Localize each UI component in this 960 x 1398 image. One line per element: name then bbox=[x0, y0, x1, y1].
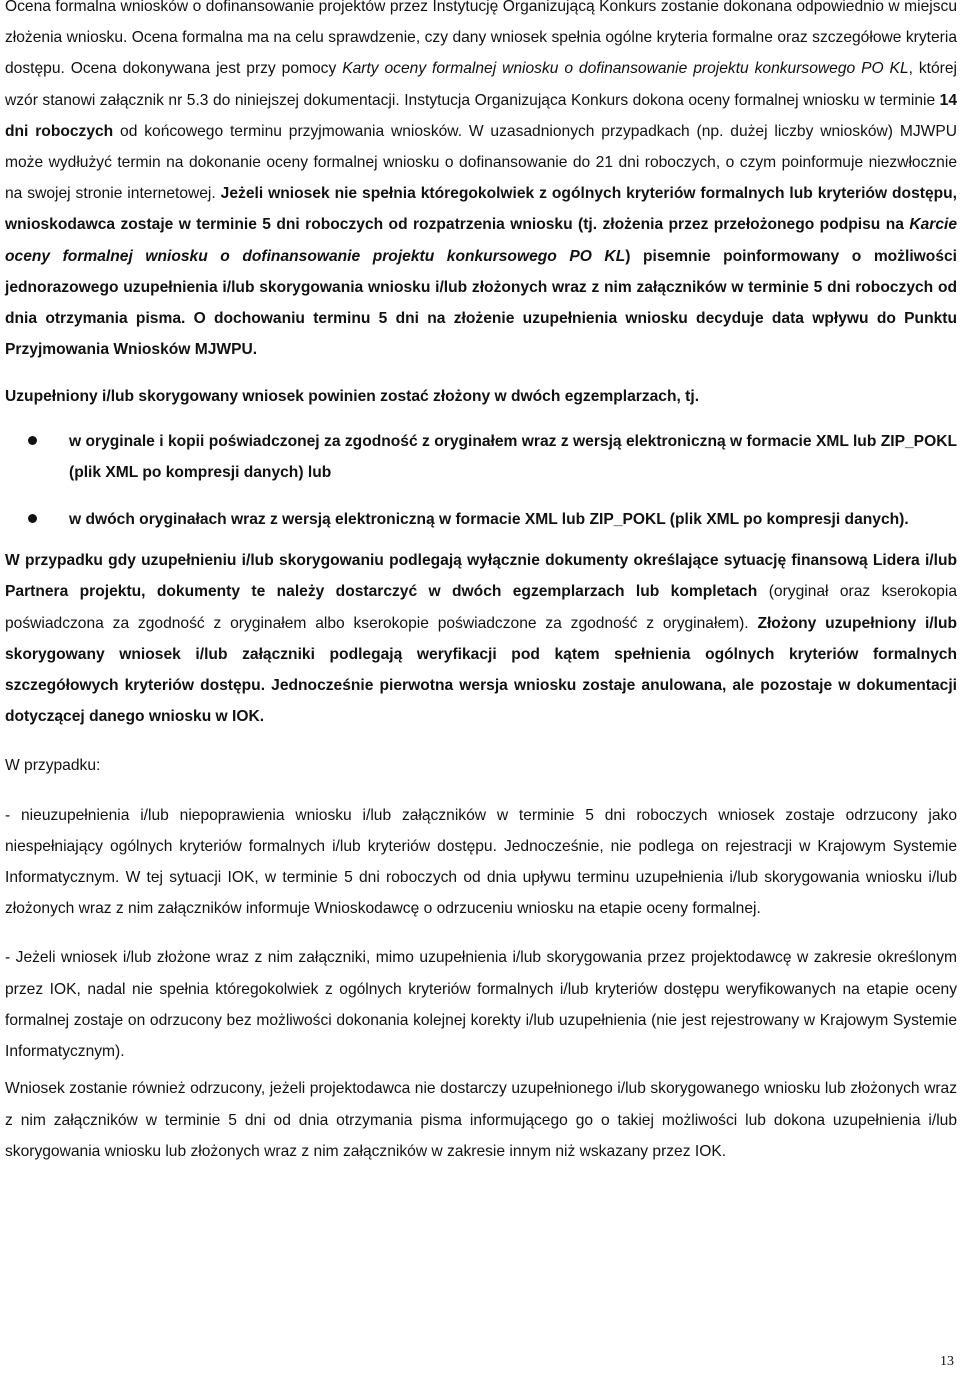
bullet-item-original-copy: w oryginale i kopii poświadczonej za zgodność z oryginałem wraz z wersją elektroniczną w formacie XML lub ZIP_POKL (plik XML po kompresji danych) lub bbox=[5, 426, 957, 488]
bullet-dot-icon bbox=[28, 436, 37, 445]
paragraph-corrected-application: Uzupełniony i/lub skorygowany wniosek powinien zostać złożony w dwóch egzemplarzach, tj. bbox=[5, 388, 700, 406]
document-page bbox=[5, 0, 957, 1167]
page-number: 13 bbox=[940, 1354, 954, 1369]
bullet-dot-icon bbox=[28, 514, 37, 523]
bullet-list bbox=[5, 426, 957, 536]
paragraph-also-rejected: Wniosek zostanie również odrzucony, jeżeli projektodawca nie dostarczy uzupełnionego i/lub skorygowanego wniosku lub złożonych wraz z nim załączników w terminie 5 dni od dnia otrzymania pisma informującego go o takiej możliwości lub dokona uzupełnienia i/lub skorygowania wniosku lub złożonych wraz z nim załączników w zakresie innym niż wskazany przez IOK. bbox=[5, 1080, 957, 1160]
paragraph-not-supplemented: - nieuzupełnienia i/lub niepoprawienia wniosku i/lub załączników w terminie 5 dni roboczych wniosek zostaje odrzucony jako niespełniający ogólnych kryteriów formalnych i/lub kryteriów dostępu. Jednocześnie, nie podlega on rejestracji w Krajowym Systemie Informatycznym. W tej sytuacji IOK, w terminie 5 dni roboczych od dnia upływu terminu uzupełnienia i/lub skorygowania wniosku i/lub złożonych wraz z nim załączników informuje Wnioskodawcę o odrzuceniu wniosku na etapie oceny formalnej. bbox=[5, 806, 957, 918]
paragraph-financial-documents: W przypadku gdy uzupełnieniu i/lub skorygowaniu podlegają wyłącznie dokumenty określające sytuację finansową Lidera i/lub Partnera projektu, dokumenty te należy dostarczyć w dwóch egzemplarzach lub kompletach (oryginał oraz kserokopia poświadczona za zgodność z oryginałem albo kserokopie poświadczone za zgodność z oryginałem). Złożony uzupełniony i/lub skorygowany wniosek i/lub załączniki podlegają weryfikacji pod kątem spełnienia ogólnych kryteriów formalnych szczegółowych kryteriów dostępu. Jednocześnie pierwotna wersja wniosku zostaje anulowana, ale pozostaje w dokumentacji dotyczącej danego wniosku w IOK. bbox=[5, 552, 957, 726]
paragraph-in-case: W przypadku: bbox=[5, 757, 101, 775]
bullet-item-two-originals: w dwóch oryginałach wraz z wersją elektroniczną w formacie XML lub ZIP_POKL (plik XML po kompresji danych). bbox=[5, 504, 957, 535]
paragraph-formal-evaluation: Ocena formalna wniosków o dofinansowanie projektów przez Instytucję Organizującą Konkurs zostanie dokonana odpowiednio w miejscu złożenia wniosku. Ocena formalna ma na celu sprawdzenie, czy dany wniosek spełnia ogólne kryteria formalne oraz szczegółowe kryteria dostępu. Ocena dokonywana jest przy pomocy Karty oceny formalnej wniosku o dofinansowanie projektu konkursowego PO KL, której wzór stanowi załącznik nr 5.3 do niniejszej dokumentacji. Instytucja Organizująca Konkurs dokona oceny formalnej wniosku w terminie 14 dni roboczych od końcowego terminu przyjmowania wniosków. W uzasadnionych przypadkach (np. dużej liczby wniosków) MJWPU może wydłużyć termin na dokonanie oceny formalnej wniosku o dofinansowanie do 21 dni roboczych, o czym poinformuje niezwłocznie na swojej stronie internetowej. Jeżeli wniosek nie spełnia któregokolwiek z ogólnych kryteriów formalnych lub kryteriów dostępu, wnioskodawca zostaje w terminie 5 dni roboczych od rozpatrzenia wniosku (tj. złożenia przez przełożonego podpisu na Karcie oceny formalnej wniosku o dofinansowanie projektu konkursowego PO KL) pisemnie poinformowany o możliwości jednorazowego uzupełnienia i/lub skorygowania wniosku i/lub złożonych wraz z nim załączników w terminie 5 dni roboczych od dnia otrzymania pisma. O dochowaniu terminu 5 dni na złożenie uzupełnienia wniosku decyduje data wpływu do Punktu Przyjmowania Wniosków MJWPU. bbox=[5, 0, 958, 359]
paragraph-still-not-compliant: - Jeżeli wniosek i/lub złożone wraz z nim załączniki, mimo uzupełnienia i/lub skorygowania przez projektodawcę w zakresie określonym przez IOK, nadal nie spełnia któregokolwiek z ogólnych kryteriów formalnych i/lub kryteriów dostępu weryfikowanych na etapie oceny formalnej zostaje on odrzucony bez możliwości dokonania kolejnej korekty i/lub uzupełnienia (nie jest rejestrowany w Krajowym Systemie Informatycznym). bbox=[5, 949, 957, 1061]
